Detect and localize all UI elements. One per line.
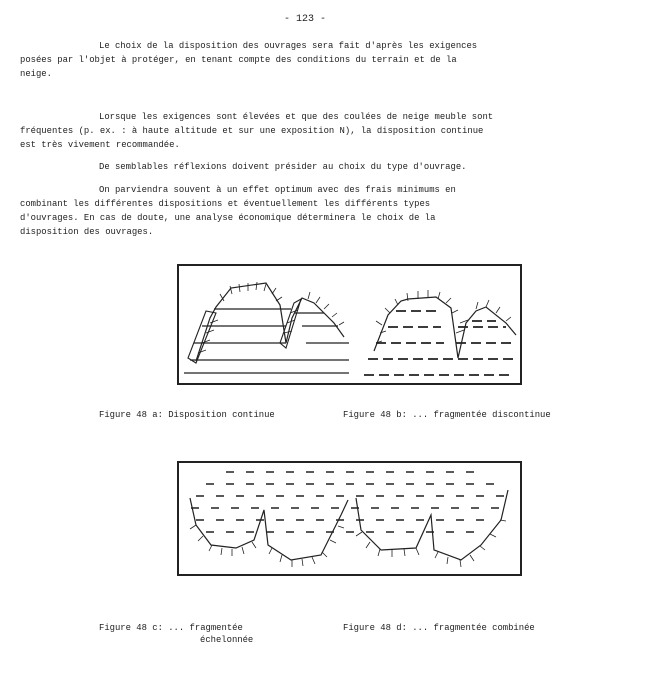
figure-48d-caption: Figure 48 d: ... fragmentée combinée [343,623,535,633]
paragraph-2-line-2: fréquentes (p. ex. : à haute altitude et sur une exposition N), la disposition continue [20,126,484,136]
figure-48-ab-illustration [176,263,524,387]
paragraph-1-line-3: neige. [20,69,52,79]
paragraph-1-line-2: posées par l'objet à protéger, en tenant compte des conditions du terrain et de la [20,55,457,65]
figure-48c-caption-line-1: Figure 48 c: ... fragmentée [99,623,243,633]
paragraph-4-line-1: On parviendra souvent à un effet optimum avec des frais minimums en [99,185,456,195]
paragraph-2-line-1: Lorsque les exigences sont élevées et que des coulées de neige meuble sont [99,112,494,122]
paragraph-3-line-1: De semblables réflexions doivent présider au choix du type d'ouvrage. [99,162,467,172]
figure-48a-caption: Figure 48 a: Disposition continue [99,410,275,420]
paragraph-4-line-4: disposition des ouvrages. [20,227,154,237]
paragraph-4-line-2: combinant les différentes dispositions et éventuellement les différents types [20,199,431,209]
paragraph-4-line-3: d'ouvrages. En cas de doute, une analyse économique déterminera le choix de la [20,213,436,223]
figure-48c-caption-line-2: échelonnée [200,635,254,645]
page-number: - 123 - [284,14,327,25]
paragraph-2-line-3: est très vivement recommandée. [20,140,180,150]
figure-48b-caption: Figure 48 b: ... fragmentée discontinue [343,410,551,420]
figure-48-cd-illustration [176,460,524,578]
paragraph-1-line-1: Le choix de la disposition des ouvrages sera fait d'après les exigences [99,41,478,51]
